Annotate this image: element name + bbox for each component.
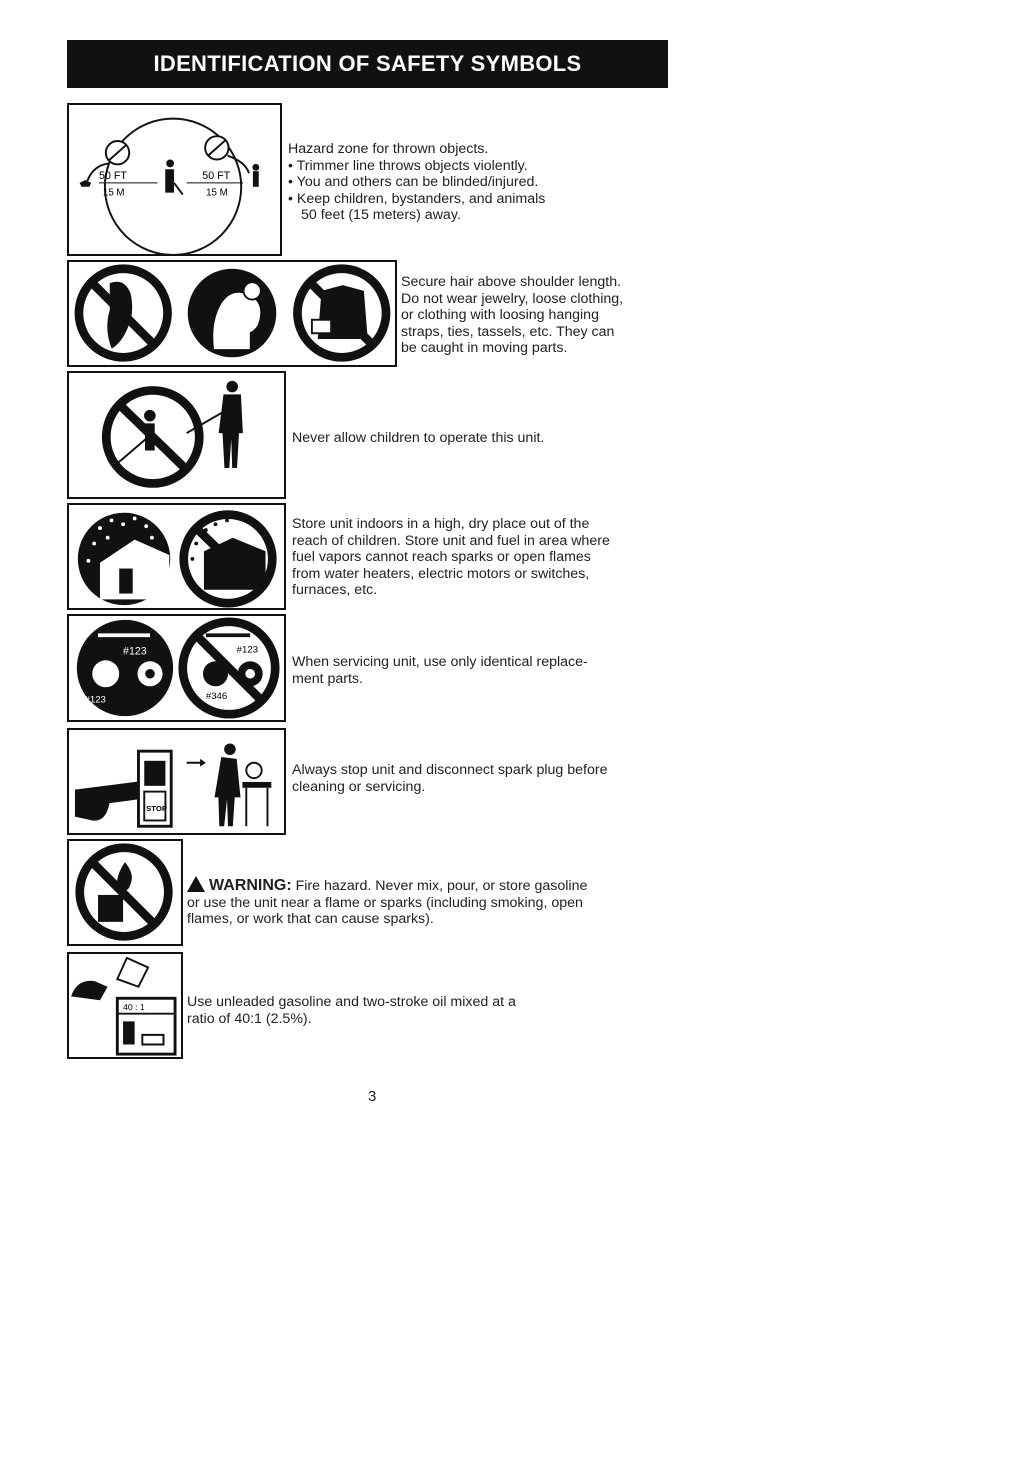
hair-clothing-text: Secure hair above shoulder length. Do not wear jewelry, loose clothing, or clothing with loosing hanging straps, ties, tassels, etc. They can be caught in moving parts.	[401, 274, 624, 356]
children-text: Never allow children to operate this unit.	[292, 430, 545, 446]
storage-text: Store unit indoors in a high, dry place out of the reach of children. Store unit and fuel in area where fuel vapors cannot reach sparks or open flames from water heaters, electric motors or switches, furnaces, etc.	[292, 516, 610, 598]
fuel-ratio-label: 40 : 1	[123, 1001, 145, 1012]
hair-clothing-symbol	[67, 260, 397, 367]
stop-unit-text: Always stop unit and disconnect spark plug before cleaning or servicing.	[292, 762, 608, 795]
fire-warning-text: WARNING: Fire hazard. Never mix, pour, or store gasoline or use the unit near a flame or sparks (including smoking, open flames, or work that can cause sparks).	[187, 877, 588, 927]
stop-unit-symbol	[67, 728, 286, 835]
warning-triangle-icon	[187, 876, 205, 892]
fuel-mix-symbol	[67, 952, 183, 1059]
distance-label-right-m: 15 M	[206, 187, 228, 199]
fuel-mix-text: Use unleaded gasoline and two-stroke oil mixed at a ratio of 40:1 (2.5%).	[187, 994, 516, 1027]
distance-label-left-m: 15 M	[102, 187, 125, 199]
part-label-c: #123	[236, 644, 259, 656]
section-title: IDENTIFICATION OF SAFETY SYMBOLS	[67, 40, 668, 88]
replacement-parts-symbol	[67, 614, 286, 722]
warning-label: WARNING:	[209, 877, 292, 894]
fire-hazard-symbol	[67, 839, 183, 946]
stop-switch-label: STOP	[146, 803, 167, 813]
distance-label-left-ft: 50 FT	[99, 170, 127, 183]
children-symbol	[67, 371, 286, 499]
thrown-objects-text: Hazard zone for thrown objects. • Trimmer line throws objects violently. • You and others can be blinded/injured. • Keep children, bystanders, and animals 50 feet (15 meters) away.	[288, 141, 545, 224]
part-label-d: #346	[205, 690, 228, 702]
replacement-parts-text: When servicing unit, use only identical replace- ment parts.	[292, 654, 588, 687]
distance-label-right-ft: 50 FT	[202, 170, 231, 183]
storage-symbol	[67, 503, 286, 610]
part-label-a: #123	[123, 645, 147, 658]
thrown-objects-symbol	[67, 103, 282, 256]
part-label-b: #123	[84, 694, 106, 706]
page-number: 3	[368, 1088, 377, 1105]
